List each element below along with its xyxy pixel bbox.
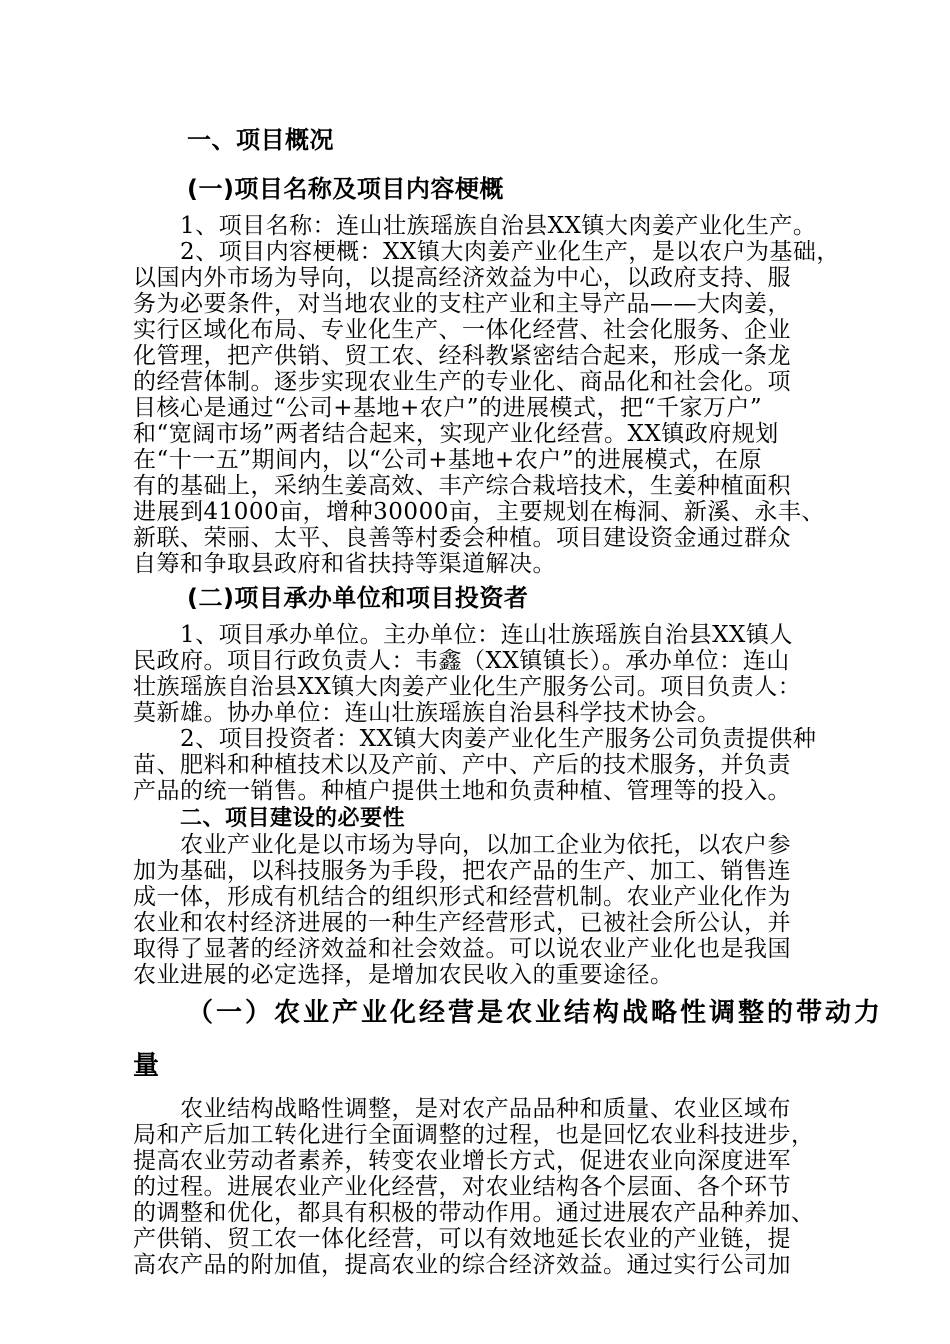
heading-project-overview: 一、项目概况 [187, 126, 334, 154]
heading-necessity: 二、项目建设的必要性 [180, 806, 406, 831]
paragraph-line: 和“宽阔市场”两者结合起来，实现产业化经营。XX镇政府规划 [133, 421, 779, 447]
paragraph-line: 局和产后加工转化进行全面调整的过程，也是回忆农业科技进步， [133, 1122, 815, 1148]
paragraph-line: 成一体，形成有机结合的组织形式和经营机制。农业产业化作为 [133, 884, 791, 910]
paragraph-line: 目核心是通过“公司+基地+农户”的进展模式，把“千家万户” [133, 395, 763, 421]
paragraph-line: 1、项目名称：连山壮族瑶族自治县XX镇大肉姜产业化生产。 [180, 213, 817, 239]
paragraph-line: 在“十一五”期间内，以“公司+基地+农户”的进展模式，在原 [133, 447, 763, 473]
paragraph-line: 的调整和优化，都具有积极的带动作用。通过进展农产品种养加、 [133, 1200, 815, 1226]
paragraph-line: 有的基础上，采纳生姜高效、丰产综合栽培技术，生姜种植面积 [133, 473, 791, 499]
paragraph-line: 新联、荣丽、太平、良善等村委会种植。项目建设资金通过群众 [133, 525, 791, 551]
paragraph-line: 1、项目承办单位。主办单位：连山壮族瑶族自治县XX镇人 [180, 622, 793, 648]
paragraph-line: 务为必要条件，对当地农业的支柱产业和主导产品——大肉姜， [133, 291, 791, 317]
paragraph-line: 农业和农村经济进展的一种生产经营形式，已被社会所公认，并 [133, 910, 791, 936]
paragraph-line: 壮族瑶族自治县XX镇大肉姜产业化生产服务公司。项目负责人： [133, 674, 802, 700]
paragraph-line: 以国内外市场为导向，以提高经济效益为中心，以政府支持、服 [133, 265, 791, 291]
paragraph-line: 农业进展的必定选择，是增加农民收入的重要途径。 [133, 962, 674, 988]
paragraph-line: 莫新雄。协办单位：连山壮族瑶族自治县科学技术协会。 [133, 700, 721, 726]
paragraph-line: 苗、肥料和种植技术以及产前、产中、产后的技术服务，并负责 [133, 752, 791, 778]
subheading-undertaker-investor: (二)项目承办单位和项目投资者 [187, 584, 529, 612]
paragraph-line: 的过程。进展农业产业化经营，对农业结构各个层面、各个环节 [133, 1174, 791, 1200]
paragraph-line: 民政府。项目行政负责人：韦鑫（XX镇镇长）。承办单位：连山 [133, 648, 790, 674]
paragraph-line: 实行区域化布局、专业化生产、一体化经营、社会化服务、企业 [133, 317, 791, 343]
paragraph-line: 农业结构战略性调整，是对农产品品种和质量、农业区域布 [180, 1096, 791, 1122]
paragraph-line: 的经营体制。逐步实现农业生产的专业化、商品化和社会化。项 [133, 369, 791, 395]
subheading-driving-force-cont: 量 [133, 1051, 160, 1081]
paragraph-line: 产品的统一销售。种植户提供土地和负责种植、管理等的投入。 [133, 778, 791, 804]
paragraph-line: 提高农业劳动者素养，转变农业增长方式，促进农业向深度进军 [133, 1148, 791, 1174]
paragraph-line: 化管理，把产供销、贸工农、经科教紧密结合起来，形成一条龙 [133, 343, 791, 369]
subheading-driving-force: （一）农业产业化经营是农业结构战略性调整的带动力 [187, 998, 884, 1028]
paragraph-line: 取得了显著的经济效益和社会效益。可以说农业产业化也是我国 [133, 936, 791, 962]
paragraph-line: 自筹和争取县政府和省扶持等渠道解决。 [133, 551, 556, 577]
subheading-name-content: (一)项目名称及项目内容梗概 [187, 175, 504, 203]
paragraph-line: 2、项目内容梗概：XX镇大肉姜产业化生产，是以农户为基础， [180, 239, 840, 265]
paragraph-line: 加为基础，以科技服务为手段，把农产品的生产、加工、销售连 [133, 858, 791, 884]
paragraph-line: 高农产品的附加值，提高农业的综合经济效益。通过实行公司加 [133, 1252, 791, 1278]
paragraph-line: 进展到41000亩，增种30000亩，主要规划在梅洞、新溪、永丰、 [133, 499, 825, 525]
paragraph-line: 2、项目投资者：XX镇大肉姜产业化生产服务公司负责提供种 [180, 726, 817, 752]
paragraph-line: 产供销、贸工农一体化经营，可以有效地延长农业的产业链，提 [133, 1226, 791, 1252]
paragraph-line: 农业产业化是以市场为导向，以加工企业为依托，以农户参 [180, 832, 791, 858]
